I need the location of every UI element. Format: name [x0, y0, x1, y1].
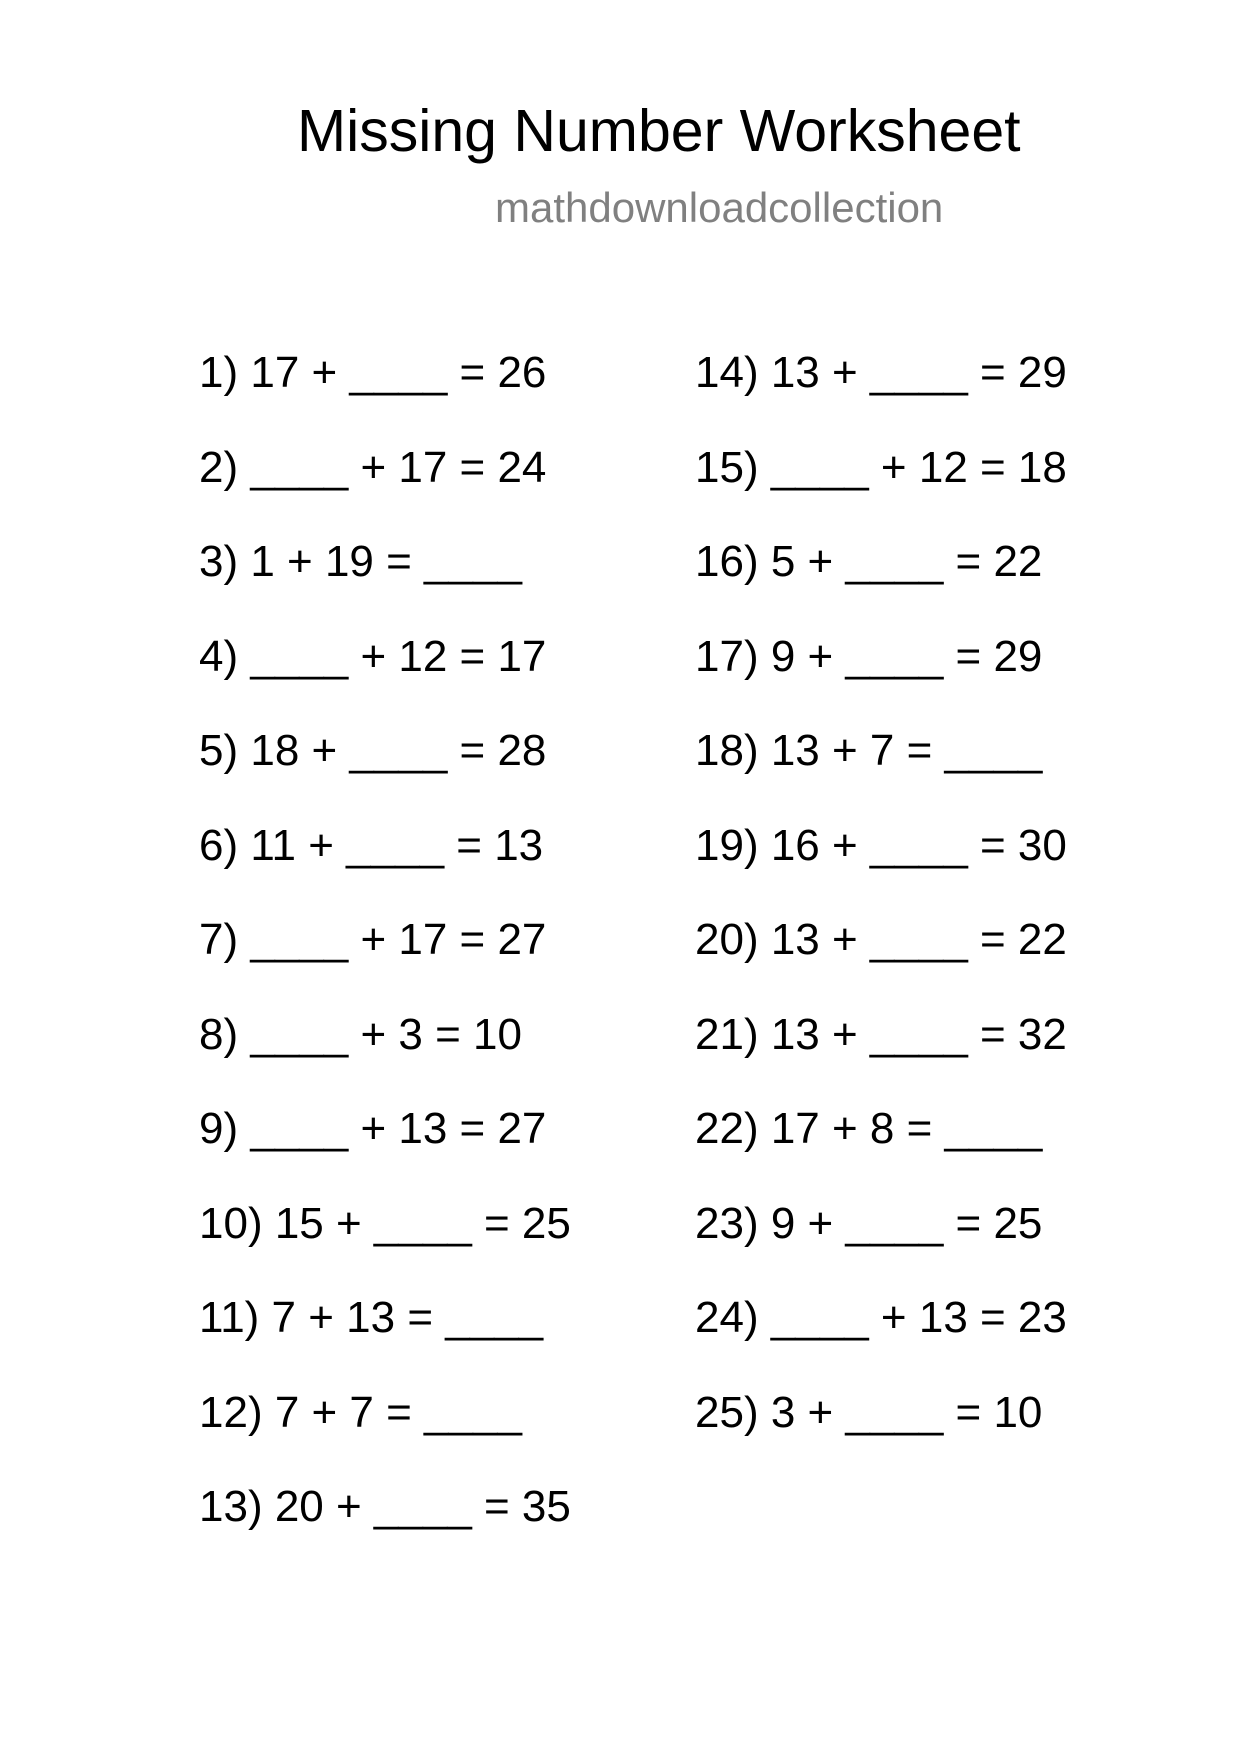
problem-10: 10) 15 + ____ = 25 — [199, 1198, 571, 1248]
problem-20: 20) 13 + ____ = 22 — [695, 915, 1067, 964]
problem-25: 25) 3 + ____ = 10 — [695, 1387, 1043, 1437]
problem-21: 21) 13 + ____ = 32 — [695, 1009, 1067, 1059]
problem-13: 13) 20 + ____ = 35 — [199, 1482, 571, 1531]
problem-23: 23) 9 + ____ = 25 — [695, 1198, 1043, 1248]
problems-left-column — [199, 345, 571, 1574]
problem-12: 12) 7 + 7 = ____ — [199, 1387, 522, 1437]
problem-19: 19) 16 + ____ = 30 — [695, 820, 1067, 870]
problem-1: 1) 17 + ____ = 26 — [199, 348, 547, 397]
problems-right-column — [695, 345, 1067, 1479]
problem-24: 24) ____ + 13 = 23 — [695, 1293, 1067, 1342]
problem-17: 17) 9 + ____ = 29 — [695, 631, 1043, 681]
problem-6: 6) 11 + ____ = 13 — [199, 820, 544, 870]
problem-2: 2) ____ + 17 = 24 — [199, 442, 547, 492]
problem-11: 11) 7 + 13 = ____ — [199, 1293, 544, 1342]
problem-22: 22) 17 + 8 = ____ — [695, 1104, 1043, 1153]
worksheet-source: mathdownloadcollection — [495, 184, 944, 231]
problem-5: 5) 18 + ____ = 28 — [199, 726, 547, 775]
problem-16: 16) 5 + ____ = 22 — [695, 537, 1043, 586]
problem-4: 4) ____ + 12 = 17 — [199, 631, 547, 681]
problem-8: 8) ____ + 3 = 10 — [199, 1009, 522, 1059]
problem-14: 14) 13 + ____ = 29 — [695, 348, 1067, 397]
problem-9: 9) ____ + 13 = 27 — [199, 1104, 547, 1153]
problem-18: 18) 13 + 7 = ____ — [695, 726, 1043, 775]
problem-15: 15) ____ + 12 = 18 — [695, 442, 1067, 492]
problem-3: 3) 1 + 19 = ____ — [199, 537, 522, 586]
worksheet-title: Missing Number Worksheet — [297, 98, 1021, 164]
problem-7: 7) ____ + 17 = 27 — [199, 915, 547, 964]
